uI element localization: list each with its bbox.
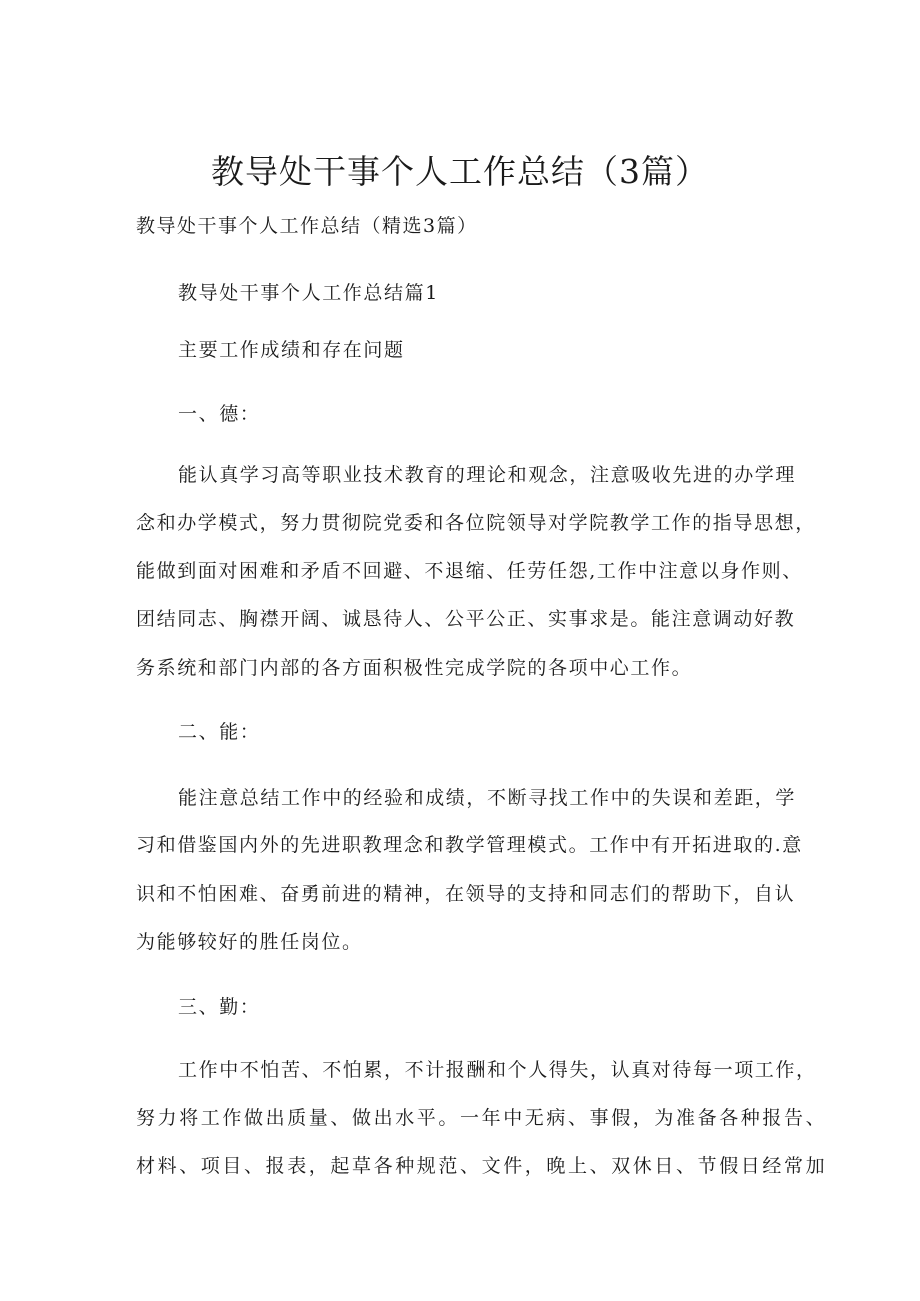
document-title: 教导处干事个人工作总结（3篇） xyxy=(211,152,709,191)
paragraph-1-line-3: 能做到面对困难和矛盾不回避、不退缩、任劳任怨,工作中注意以身作则、 xyxy=(136,560,803,582)
paragraph-1-line-2: 念和办学模式，努力贯彻院党委和各位院领导对学院教学工作的指导思想， xyxy=(136,512,816,534)
paragraph-2-line-2: 习和借鉴国内外的先进职教理念和教学管理模式。工作中有开拓进取的.意 xyxy=(136,834,803,856)
paragraph-1-line-1: 能认真学习高等职业技术教育的理论和观念，注意吸收先进的办学理 xyxy=(178,464,797,486)
paragraph-2-line-3: 识和不怕困难、奋勇前进的精神，在领导的支持和同志们的帮助下，自认 xyxy=(136,883,796,905)
topic-heading: 主要工作成绩和存在问题 xyxy=(178,339,405,361)
document-subtitle: 教导处干事个人工作总结（精选3篇） xyxy=(136,215,478,237)
section-2-heading: 二、能： xyxy=(178,721,261,743)
section-3-heading: 三、勤： xyxy=(178,996,261,1018)
section-1-heading: 一、德： xyxy=(178,403,261,425)
section-heading: 教导处干事个人工作总结篇1 xyxy=(178,282,439,304)
paragraph-1-line-5: 务系统和部门内部的各方面积极性完成学院的各项中心工作。 xyxy=(136,657,693,679)
paragraph-3-line-1: 工作中不怕苦、不怕累，不计报酬和个人得失，认真对待每一项工作， xyxy=(178,1059,817,1081)
paragraph-2-line-4: 为能够较好的胜任岗位。 xyxy=(136,931,363,953)
paragraph-2-line-1: 能注意总结工作中的经验和成绩，不断寻找工作中的失误和差距，学 xyxy=(178,787,797,809)
paragraph-3-line-2: 努力将工作做出质量、做出水平。一年中无病、事假，为准备各种报告、 xyxy=(136,1107,828,1129)
paragraph-3-line-3: 材料、项目、报表，起草各种规范、文件，晚上、双休日、节假日经常加 xyxy=(136,1155,828,1177)
paragraph-1-line-4: 团结同志、胸襟开阔、诚恳待人、公平公正、实事求是。能注意调动好教 xyxy=(136,608,796,630)
